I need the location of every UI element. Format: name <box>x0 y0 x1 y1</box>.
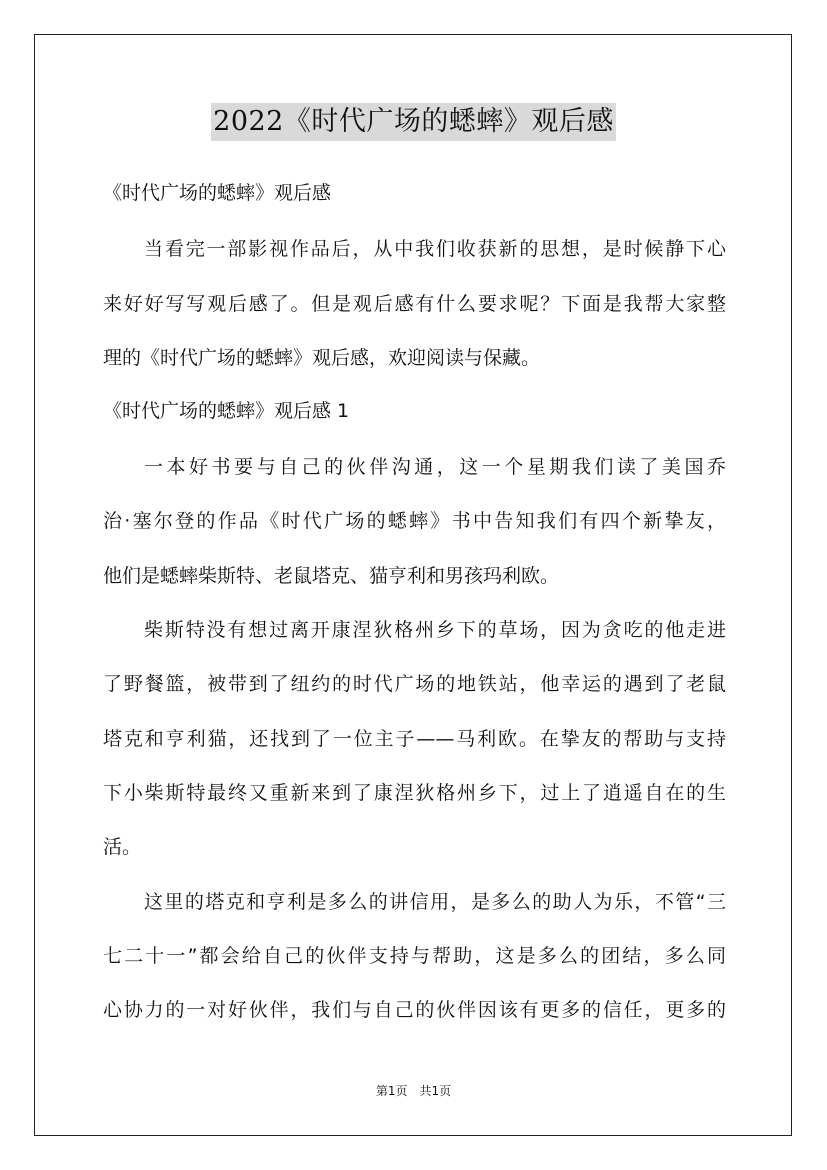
title-wrap <box>0 103 827 141</box>
intro-line-3: 理的《时代广场的蟋蟀》观后感，欢迎阅读与保藏。 <box>103 347 541 369</box>
intro-line-2: 来好好写写观后感了。但是观后感有什么要求呢？下面是我帮大家整 <box>103 293 726 315</box>
paragraph-3-line-3: 心协力的一对好伙伴，我们与自己的伙伴因该有更多的信任，更多的 <box>103 999 726 1021</box>
paragraph-2-line-1: 柴斯特没有想过离开康涅狄格州乡下的草场，因为贪吃的他走进 <box>144 619 726 641</box>
paragraph-2-line-4: 下小柴斯特最终又重新来到了康涅狄格州乡下，过上了逍遥自在的生 <box>103 782 726 804</box>
paragraph-1-line-1: 一本好书要与自己的伙伴沟通，这一个星期我们读了美国乔 <box>144 456 726 478</box>
paragraph-3-line-2: 七二十一”都会给自己的伙伴支持与帮助，这是多么的团结，多么同 <box>103 945 726 967</box>
paragraph-1-line-3: 他们是蟋蟀柴斯特、老鼠塔克、猫亨利和男孩玛利欧。 <box>103 565 560 587</box>
page-footer: 第1页 共1页 <box>375 1084 452 1098</box>
paragraph-2-line-2: 了野餐篮，被带到了纽约的时代广场的地铁站，他幸运的遇到了老鼠 <box>103 673 726 695</box>
paragraph-2-line-3: 塔克和亨利猫，还找到了一位主子——马利欧。在挚友的帮助与支持 <box>103 728 726 750</box>
intro-line-1: 当看完一部影视作品后，从中我们收获新的思想，是时候静下心 <box>144 238 726 260</box>
paragraph-3-line-1: 这里的塔克和亨利是多么的讲信用，是多么的助人为乐，不管“三 <box>144 891 726 913</box>
paragraph-2-line-5: 活。 <box>103 836 142 858</box>
document-title: 2022《时代广场的蟋蟀》观后感 <box>211 103 616 141</box>
subtitle: 《时代广场的蟋蟀》观后感 <box>103 182 332 204</box>
paragraph-1-line-2: 治·塞尔登的作品《时代广场的蟋蟀》书中告知我们有四个新挚友， <box>103 510 726 532</box>
section-heading: 《时代广场的蟋蟀》观后感 1 <box>103 400 350 422</box>
